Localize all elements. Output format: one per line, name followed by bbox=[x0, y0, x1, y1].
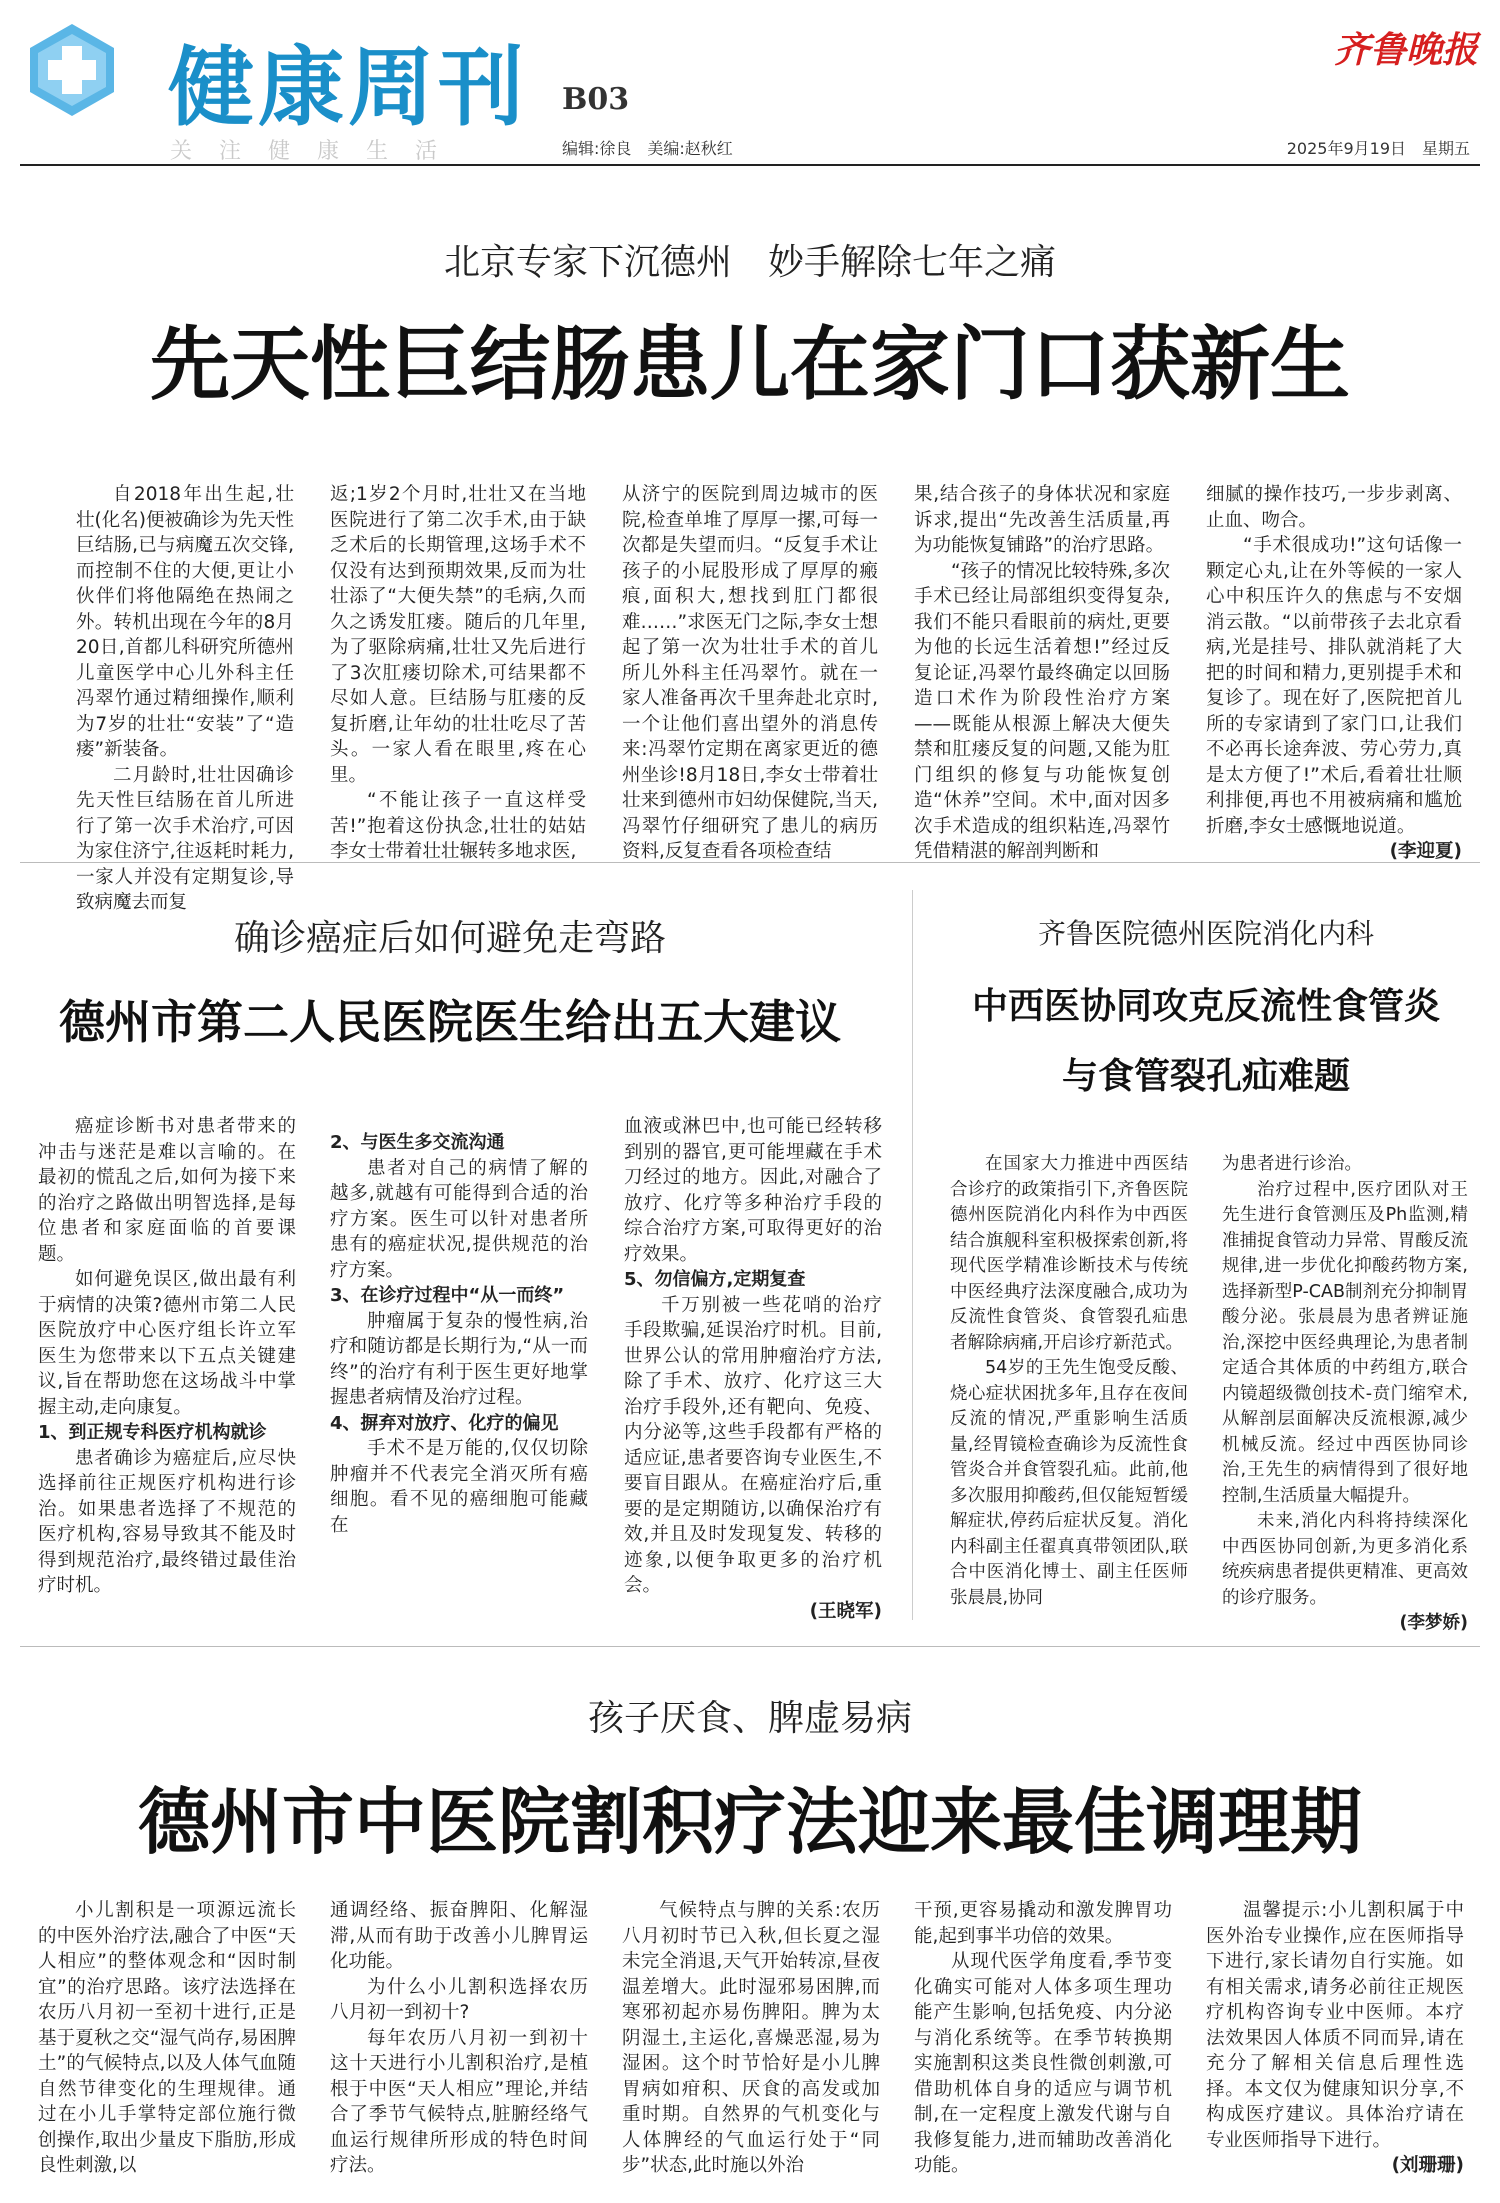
article1-column-3 bbox=[622, 482, 878, 865]
article3-headline-line1: 中西医协同攻克反流性食管炎 bbox=[971, 985, 1440, 1027]
section-divider bbox=[20, 862, 1480, 863]
column-title: 健康周刊 bbox=[168, 37, 528, 138]
paragraph: 从济宁的医院到周边城市的医院,检查单堆了厚厚一摞,可每一次都是失望而归。“反复手术让孩子的小屁股形成了厚厚的瘢痕,面积大,想找到肛门都很难……”求医无门之际,李女士想起了第一次为壮壮手术的首儿所儿外科主任冯翠竹。就在一家人准备再次千里奔赴北京时,一个让他们喜出望外的消息传来:冯翠竹定期在离家更近的德州坐诊!8月18日,李女士带着壮壮来到德州市妇幼保健院,当天,冯翠竹仔细研究了患儿的病历资料,反复查看各项检查结 bbox=[622, 484, 878, 862]
paragraph: “不能让孩子一直这样受苦!”抱着这份执念,壮壮的姑姑李女士带着壮壮辗转多地求医, bbox=[330, 790, 586, 862]
tip1-title: 1、到正规专科医疗机构就诊 bbox=[38, 1422, 267, 1443]
paragraph: 自2018年出生起,壮壮(化名)便被确诊为先天性巨结肠,已与病魔五次交锋,而控制不住的大便,更让小伙伴们将他隔绝在热闹之外。转机出现在今年的8月20日,首都儿科研究所德州儿童医学中心儿外科主任冯翠竹通过精细操作,顺利为7岁的壮壮“安装”了“造瘘”新装备。 bbox=[76, 484, 294, 760]
page-number: B03 bbox=[562, 82, 630, 117]
paragraph: 果,结合孩子的身体状况和家庭诉求,提出“先改善生活质量,再为功能恢复铺路”的治疗思路。 bbox=[914, 484, 1170, 556]
paragraph: 小儿割积是一项源远流长的中医外治疗法,融合了中医“天人相应”的整体观念和“因时制宜”的治疗思路。该疗法选择在农历八月初一至初十进行,正是基于夏秋之交“湿气尚存,易困脾土”的气候特点,以及人体气血随自然节律变化的生理规律。通过在小儿手掌特定部位施行微创操作,取出少量皮下脂肪,形成良性刺激,以 bbox=[38, 1900, 296, 2176]
article4-column-5 bbox=[1206, 1898, 1464, 2179]
article3-byline: (李梦娇) bbox=[1399, 1613, 1468, 1633]
article3-kicker: 齐鲁医院德州医院消化内科 bbox=[1037, 917, 1374, 950]
tip3-title: 3、在诊疗过程中“从一而终” bbox=[330, 1285, 565, 1306]
paragraph: 为什么小儿割积选择农历八月初一到初十? bbox=[330, 1976, 588, 2023]
article4-column-1 bbox=[38, 1898, 296, 2179]
paragraph: 治疗过程中,医疗团队对王先生进行食管测压及Ph监测,精准捕捉食管动力异常、胃酸反流规律,进一步优化抑酸药物方案,选择新型P-CAB制剂充分抑制胃酸分泌。张晨晨为患者辨证施治,深挖中医经典理论,为患者制定适合其体质的中药组方,联合内镜超级微创技术-贲门缩窄术,从解剖层面解决反流根源,减少机械反流。经过中西医协同诊治,王先生的病情得到了很好地控制,生活质量大幅提升。 bbox=[1222, 1179, 1468, 1506]
paragraph: 癌症诊断书对患者带来的冲击与迷茫是难以言喻的。在最初的慌乱之后,如何为接下来的治疗之路做出明智选择,是每位患者和家庭面临的首要课题。 bbox=[38, 1116, 296, 1265]
article4-column-3 bbox=[622, 1898, 880, 2179]
paragraph: 从现代医学角度看,季节变化确实可能对人体多项生理功能产生影响,包括免疫、内分泌与消化系统等。在季节转换期实施割积这类良性微创刺激,可借助机体自身的适应与调节机制,在一定程度上激发代谢与自我修复能力,进而辅助改善消化功能。 bbox=[914, 1951, 1172, 2176]
paragraph: 如何避免误区,做出最有利于病情的决策?德州市第二人民医院放疗中心医疗组长许立军医生为您带来以下五点关键建议,旨在帮助您在这场战斗中掌握主动,走向康复。 bbox=[38, 1269, 296, 1418]
column-slogan: 关注健康生活 bbox=[170, 139, 465, 164]
article4-kicker: 孩子厌食、脾虚易病 bbox=[587, 1698, 912, 1739]
article1-byline: (李迎夏) bbox=[1389, 841, 1462, 862]
article1-column-1 bbox=[76, 482, 294, 916]
paragraph: 干预,更容易撬动和激发脾胃功能,起到事半功倍的效果。 bbox=[914, 1900, 1172, 1947]
tip5-title: 5、勿信偏方,定期复查 bbox=[624, 1269, 806, 1290]
masthead-rule bbox=[20, 164, 1480, 166]
paragraph: 细腻的操作技巧,一步步剥离、止血、吻合。 bbox=[1206, 484, 1462, 531]
paragraph: “手术很成功!”这句话像一颗定心丸,让在外等候的一家人心中积压许久的焦虑与不安烟消云散。“以前带孩子去北京看病,光是挂号、排队就消耗了大把的时间和精力,更别提手术和复诊了。现在好了,医院把首儿所的专家请到了家门口,让我们不必再长途奔波、劳心劳力,真是太方便了!”术后,看着壮壮顺利排便,再也不用被病痛和尴尬折磨,李女士感慨地说道。 bbox=[1206, 535, 1462, 837]
article3-column-1 bbox=[950, 1152, 1188, 1611]
article2-byline: (王晓军) bbox=[809, 1600, 882, 1622]
paragraph: 未来,消化内科将持续深化中西医协同创新,为更多消化系统疾病患者提供更精准、更高效的诊疗服务。 bbox=[1222, 1511, 1468, 1608]
article4-column-2 bbox=[330, 1898, 588, 2179]
paragraph: 在国家大力推进中西医结合诊疗的政策指引下,齐鲁医院德州医院消化内科作为中西医结合旗舰科室积极探索创新,将现代医学精准诊断技术与传统中医经典疗法深度融合,成功为反流性食管炎、食管裂孔疝患者解除病痛,开启诊疗新范式。 bbox=[950, 1154, 1188, 1353]
paragraph: 二月龄时,壮壮因确诊先天性巨结肠在首儿所进行了第一次手术治疗,可因为家住济宁,往返耗时耗力,一家人并没有定期复诊,导致病魔去而复 bbox=[76, 764, 294, 913]
article4-column-4 bbox=[914, 1898, 1172, 2179]
paragraph: 54岁的王先生饱受反酸、烧心症状困扰多年,且存在夜间反流的情况,严重影响生活质量,经胃镜检查确诊为反流性食管炎合并食管裂孔疝。此前,他多次服用抑酸药,但仅能短暂缓解症状,停药后症状反复。消化内科副主任翟真真带领团队,联合中医消化博士、副主任医师张晨晨,协同 bbox=[950, 1358, 1188, 1608]
paragraph: 患者对自己的病情了解的越多,就越有可能得到合适的治疗方案。医生可以针对患者所患有的癌症状况,提供规范的治疗方案。 bbox=[330, 1157, 588, 1281]
article1-headline: 先天性巨结肠患儿在家门口获新生 bbox=[150, 317, 1350, 411]
article4-byline: (刘珊珊) bbox=[1391, 2155, 1464, 2176]
article2-column-3 bbox=[624, 1114, 882, 1624]
article2-headline: 德州市第二人民医院医生给出五大建议 bbox=[59, 995, 841, 1049]
paragraph: 通调经络、振奋脾阳、化解湿滞,从而有助于改善小儿脾胃运化功能。 bbox=[330, 1900, 588, 1972]
tip4-title: 4、摒弃对放疗、化疗的偏见 bbox=[330, 1412, 559, 1434]
paragraph: 返;1岁2个月时,壮壮又在当地医院进行了第二次手术,由于缺乏术后的长期管理,这场手术不仅没有达到预期效果,反而为壮壮添了“大便失禁”的毛病,久而久之诱发肛瘘。随后的几年里,为了驱除病痛,壮壮又先后进行了3次肛瘘切除术,可结果都不尽如人意。巨结肠与肛瘘的反复折磨,让年幼的壮壮吃尽了苦头。一家人看在眼里,疼在心里。 bbox=[330, 484, 586, 786]
paragraph: 每年农历八月初一到初十这十天进行小儿割积治疗,是植根于中医“天人相应”理论,并结合了季节气候特点,脏腑经络气血运行规律所形成的特色时间疗法。 bbox=[330, 2027, 588, 2176]
article3-column-2 bbox=[1222, 1152, 1468, 1637]
article2-kicker: 确诊癌症后如何避免走弯路 bbox=[233, 918, 666, 959]
article2-column-1 bbox=[38, 1114, 296, 1599]
section-divider bbox=[20, 1646, 1480, 1647]
editor-line: 编辑:徐良 美编:赵秋红 bbox=[562, 139, 733, 158]
paragraph: 千万别被一些花哨的治疗手段欺骗,延误治疗时机。目前,世界公认的常用肿瘤治疗方法,除了手术、放疗、化疗这三大治疗手段外,还有靶向、免疫、内分泌等,这些手段都有严格的适应证,患者要咨询专业医生,不要盲目跟从。在癌症治疗后,重要的是定期随访,以确保治疗有效,并且及时发现复发、转移的迹象,以便争取更多的治疗机会。 bbox=[624, 1294, 882, 1596]
article3-headline-line2: 与食管裂孔疝难题 bbox=[1061, 1055, 1350, 1097]
article1-kicker: 北京专家下沉德州 妙手解除七年之痛 bbox=[443, 242, 1056, 283]
health-logo-icon bbox=[22, 20, 122, 120]
paragraph: 肿瘤属于复杂的慢性病,治疗和随访都是长期行为,“从一而终”的治疗有利于医生更好地掌握患者病情及治疗过程。 bbox=[330, 1310, 588, 1408]
paragraph: 为患者进行诊治。 bbox=[1222, 1154, 1362, 1174]
paragraph: 手术不是万能的,仅仅切除肿瘤并不代表完全消灭所有癌细胞。看不见的癌细胞可能藏在 bbox=[330, 1438, 588, 1536]
article1-column-2 bbox=[330, 482, 586, 865]
paper-name: 齐鲁晚报 bbox=[1333, 29, 1478, 71]
paragraph: 血液或淋巴中,也可能已经转移到别的器官,更可能埋藏在手术刀经过的地方。因此,对融合了放疗、化疗等多种治疗手段的综合治疗方案,可取得更好的治疗效果。 bbox=[624, 1116, 882, 1265]
paragraph: “孩子的情况比较特殊,多次手术已经让局部组织变得复杂,我们不能只看眼前的病灶,更要为他的长远生活着想!”经过反复论证,冯翠竹最终确定以回肠造口术作为阶段性治疗方案——既能从根源上解决大便失禁和肛瘘反复的问题,又能为肛门组织的修复与功能恢复创造“休养”空间。术中,面对因多次手术造成的组织粘连,冯翠竹凭借精湛的解剖判断和 bbox=[914, 560, 1170, 862]
paragraph: 患者确诊为癌症后,应尽快选择前往正规医疗机构进行诊治。如果患者选择了不规范的医疗机构,容易导致其不能及时得到规范治疗,最终错过最佳治疗时机。 bbox=[38, 1447, 296, 1596]
article4-headline: 德州市中医院割积疗法迎来最佳调理期 bbox=[137, 1779, 1362, 1864]
article1-column-5 bbox=[1206, 482, 1462, 865]
article1-column-4 bbox=[914, 482, 1170, 865]
paragraph: 气候特点与脾的关系:农历八月初时节已入秋,但长夏之湿未完全消退,天气开始转凉,昼夜温差增大。此时湿邪易困脾,而寒邪初起亦易伤脾阳。脾为太阴湿土,主运化,喜燥恶湿,易为湿困。这个时节恰好是小儿脾胃病如疳积、厌食的高发或加重时期。自然界的气机变化与人体脾经的气血运行处于“同步”状态,此时施以外治 bbox=[622, 1900, 880, 2176]
issue-date: 2025年9月19日 星期五 bbox=[1286, 139, 1470, 158]
article2-column-2 bbox=[330, 1130, 588, 1538]
tip2-title: 2、与医生多交流沟通 bbox=[330, 1132, 505, 1153]
paragraph: 温馨提示:小儿割积属于中医外治专业操作,应在医师指导下进行,家长请勿自行实施。如有相关需求,请务必前往正规医疗机构咨询专业中医师。本疗法效果因人体质不同而异,请在充分了解相关信息后理性选择。本文仅为健康知识分享,不构成医疗建议。具体治疗请在专业医师指导下进行。 bbox=[1206, 1900, 1464, 2151]
